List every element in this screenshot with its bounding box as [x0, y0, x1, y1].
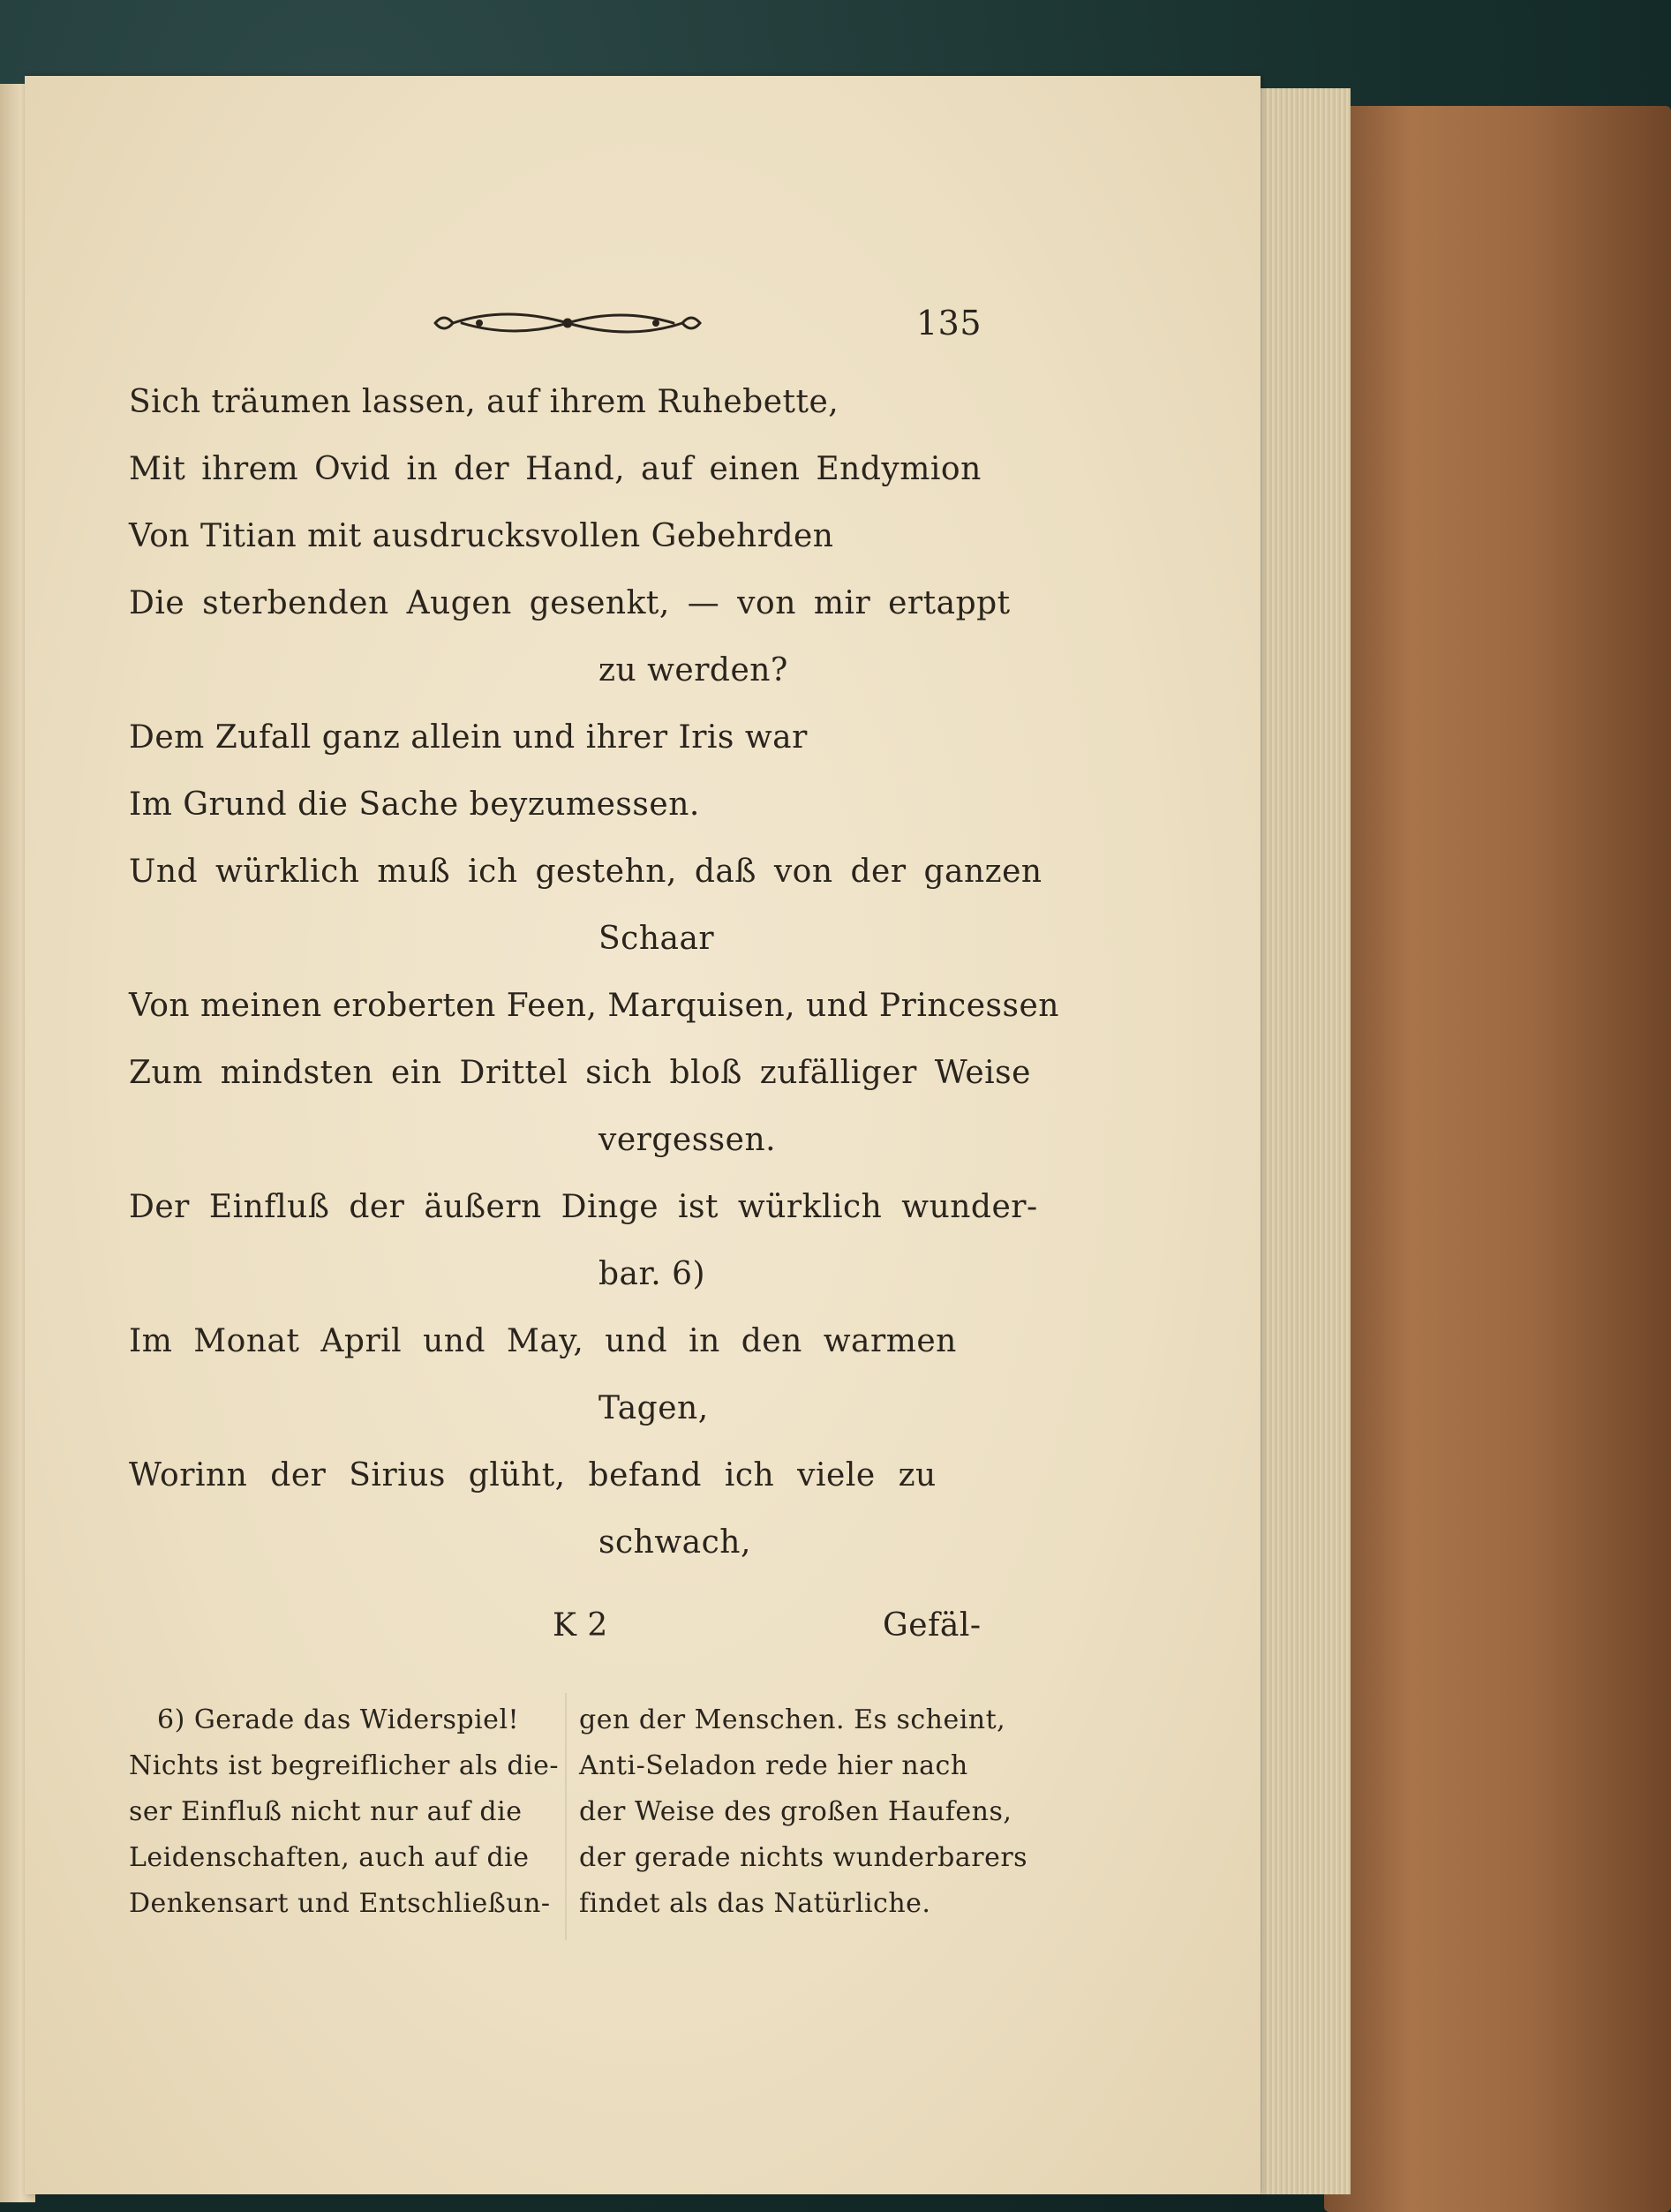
page-block-edges — [1253, 88, 1351, 2194]
footnote-right-line: Anti-Seladon rede hier nach — [579, 1750, 968, 1781]
book-page — [25, 76, 1261, 2194]
footnote-left-line: ser Einfluß nicht nur auf die — [129, 1796, 523, 1827]
footnote-left-line: 6) Gerade das Widerspiel! — [157, 1704, 520, 1735]
verse-line-continuation: schwach, — [598, 1524, 751, 1561]
footnote-left-line: Denkensart und Entschließun- — [129, 1888, 551, 1919]
footnote-left-line: Leidenschaften, auch auf die — [129, 1842, 530, 1873]
verse-line-continuation: zu werden? — [598, 652, 788, 688]
footnote-right-line: findet als das Natürliche. — [579, 1888, 931, 1919]
verse-line-continuation: Tagen, — [598, 1390, 709, 1426]
footnote-left-line: Nichts ist begreiflicher als die- — [129, 1750, 560, 1781]
verse-line: Zum mindsten ein Drittel sich bloß zufälliger Weise — [129, 1055, 1031, 1091]
verse-line: Sich träumen lassen, auf ihrem Ruhebette, — [129, 384, 839, 420]
verse-line: Die sterbenden Augen gesenkt, — von mir ertappt — [129, 585, 1011, 621]
footnote-column-divider — [565, 1693, 567, 1940]
verse-line-continuation: bar. 6) — [598, 1256, 706, 1292]
verse-line: Im Grund die Sache beyzumessen. — [129, 786, 700, 823]
verse-line-continuation: Schaar — [598, 921, 715, 957]
verse-line: Von meinen eroberten Feen, Marquisen, und Princessen — [129, 988, 1059, 1024]
verse-line-continuation: vergessen. — [598, 1122, 777, 1158]
verse-line: Worinn der Sirius glüht, befand ich viele zu — [129, 1457, 937, 1493]
catchword: Gefäl- — [883, 1607, 982, 1644]
page-number: 135 — [916, 304, 982, 342]
footnote-right-line: der gerade nichts wunderbarers — [579, 1842, 1028, 1873]
footnote-right-line: der Weise des großen Haufens, — [579, 1796, 1012, 1827]
verse-line: Mit ihrem Ovid in der Hand, auf einen Endymion — [129, 451, 982, 487]
verse-line: Dem Zufall ganz allein und ihrer Iris war — [129, 719, 808, 756]
verse-line: Und würklich muß ich gestehn, daß von der ganzen — [129, 854, 1042, 890]
verse-line: Der Einfluß der äußern Dinge ist würklich wunder- — [129, 1189, 1038, 1225]
head-ornament-icon — [426, 297, 709, 350]
verse-line: Im Monat April und May, und in den warmen — [129, 1323, 957, 1359]
signature-mark: K 2 — [553, 1607, 608, 1644]
footnote-right-line: gen der Menschen. Es scheint, — [579, 1704, 1006, 1735]
leather-binding — [1324, 106, 1671, 2212]
verse-line: Von Titian mit ausdrucksvollen Gebehrden — [129, 518, 834, 554]
